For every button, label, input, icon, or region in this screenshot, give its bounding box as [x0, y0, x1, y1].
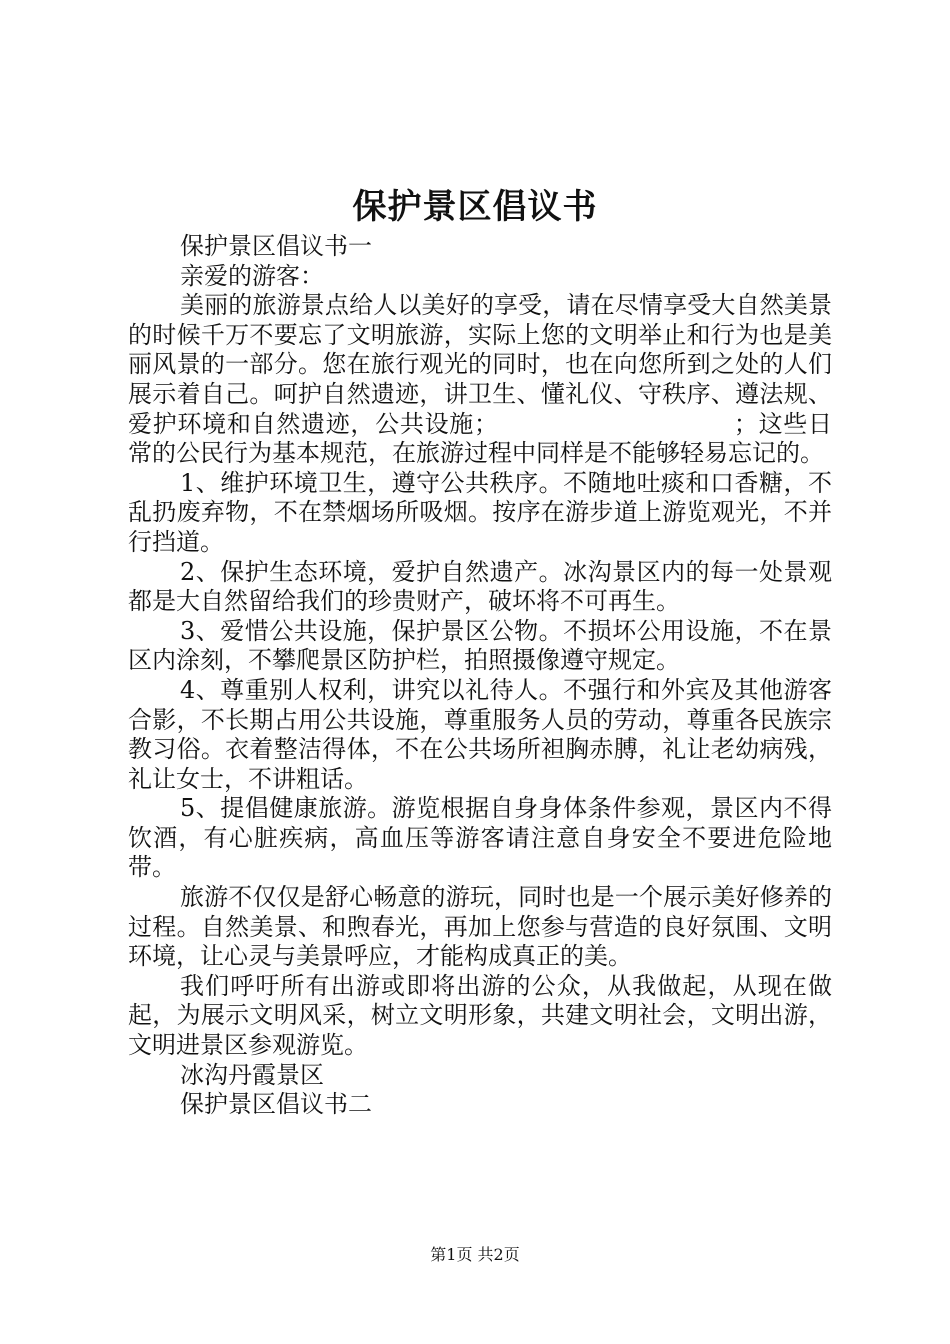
- intro-paragraph: 美丽的旅游景点给人以美好的享受，请在尽情享受大自然美景的时候千万不要忘了文明旅游，实际上您的文明举止和行为也是美丽风景的一部分。您在旅行观光的同时，也在向您所到之处的人们展示着自己。呵护自然遗迹，讲卫生、懂礼仪、守秩序、遵法规、爱护环境和自然遗迹，公共设施； ；这些日常的公民行为基本规范，在旅游过程中同样是不能够轻易忘记的。: [128, 291, 832, 468]
- item-3-paragraph: 3、爱惜公共设施，保护景区公物。不损坏公用设施，不在景区内涂刻，不攀爬景区防护栏，拍照摄像遵守规定。: [128, 616, 832, 675]
- document-body: [128, 232, 832, 1120]
- salutation: 亲爱的游客：: [180, 261, 324, 290]
- section-heading-1: 保护景区倡议书一: [180, 232, 372, 260]
- signature: 冰沟丹霞景区: [180, 1060, 324, 1089]
- section-heading-2: 保护景区倡议书二: [180, 1090, 372, 1119]
- item-5-paragraph: 5、提倡健康旅游。游览根据自身身体条件参观，景区内不得饮酒，有心脏疾病，高血压等游客请注意自身安全不要进危险地带。: [128, 794, 832, 882]
- item-4-paragraph: 4、尊重别人权利，讲究以礼待人。不强行和外宾及其他游客合影，不长期占用公共设施，尊重服务人员的劳动，尊重各民族宗教习俗。衣着整洁得体，不在公共场所袒胸赤膊，礼让老幼病残，礼让女士，不讲粗话。: [128, 675, 832, 793]
- document-title: 保护景区倡议书: [352, 187, 598, 227]
- closing-paragraph-2: 我们呼吁所有出游或即将出游的公众，从我做起，从现在做起，为展示文明风采，树立文明形象，共建文明社会，文明出游，文明进景区参观游览。: [128, 971, 832, 1060]
- closing-paragraph-1: 旅游不仅仅是舒心畅意的游玩，同时也是一个展示美好修养的过程。自然美景、和煦春光，再加上您参与营造的良好氛围、文明环境，让心灵与美景呼应，才能构成真正的美。: [128, 883, 832, 971]
- item-2-paragraph: 2、保护生态环境，爱护自然遗产。冰沟景区内的每一处景观都是大自然留给我们的珍贵财产，破坏将不可再生。: [128, 557, 832, 616]
- page-footer: 第1页 共2页: [430, 1245, 520, 1264]
- item-1-paragraph: 1、维护环境卫生，遵守公共秩序。不随地吐痰和口香糖，不乱扔废弃物，不在禁烟场所吸烟。按序在游步道上游览观光，不并行挡道。: [128, 468, 832, 556]
